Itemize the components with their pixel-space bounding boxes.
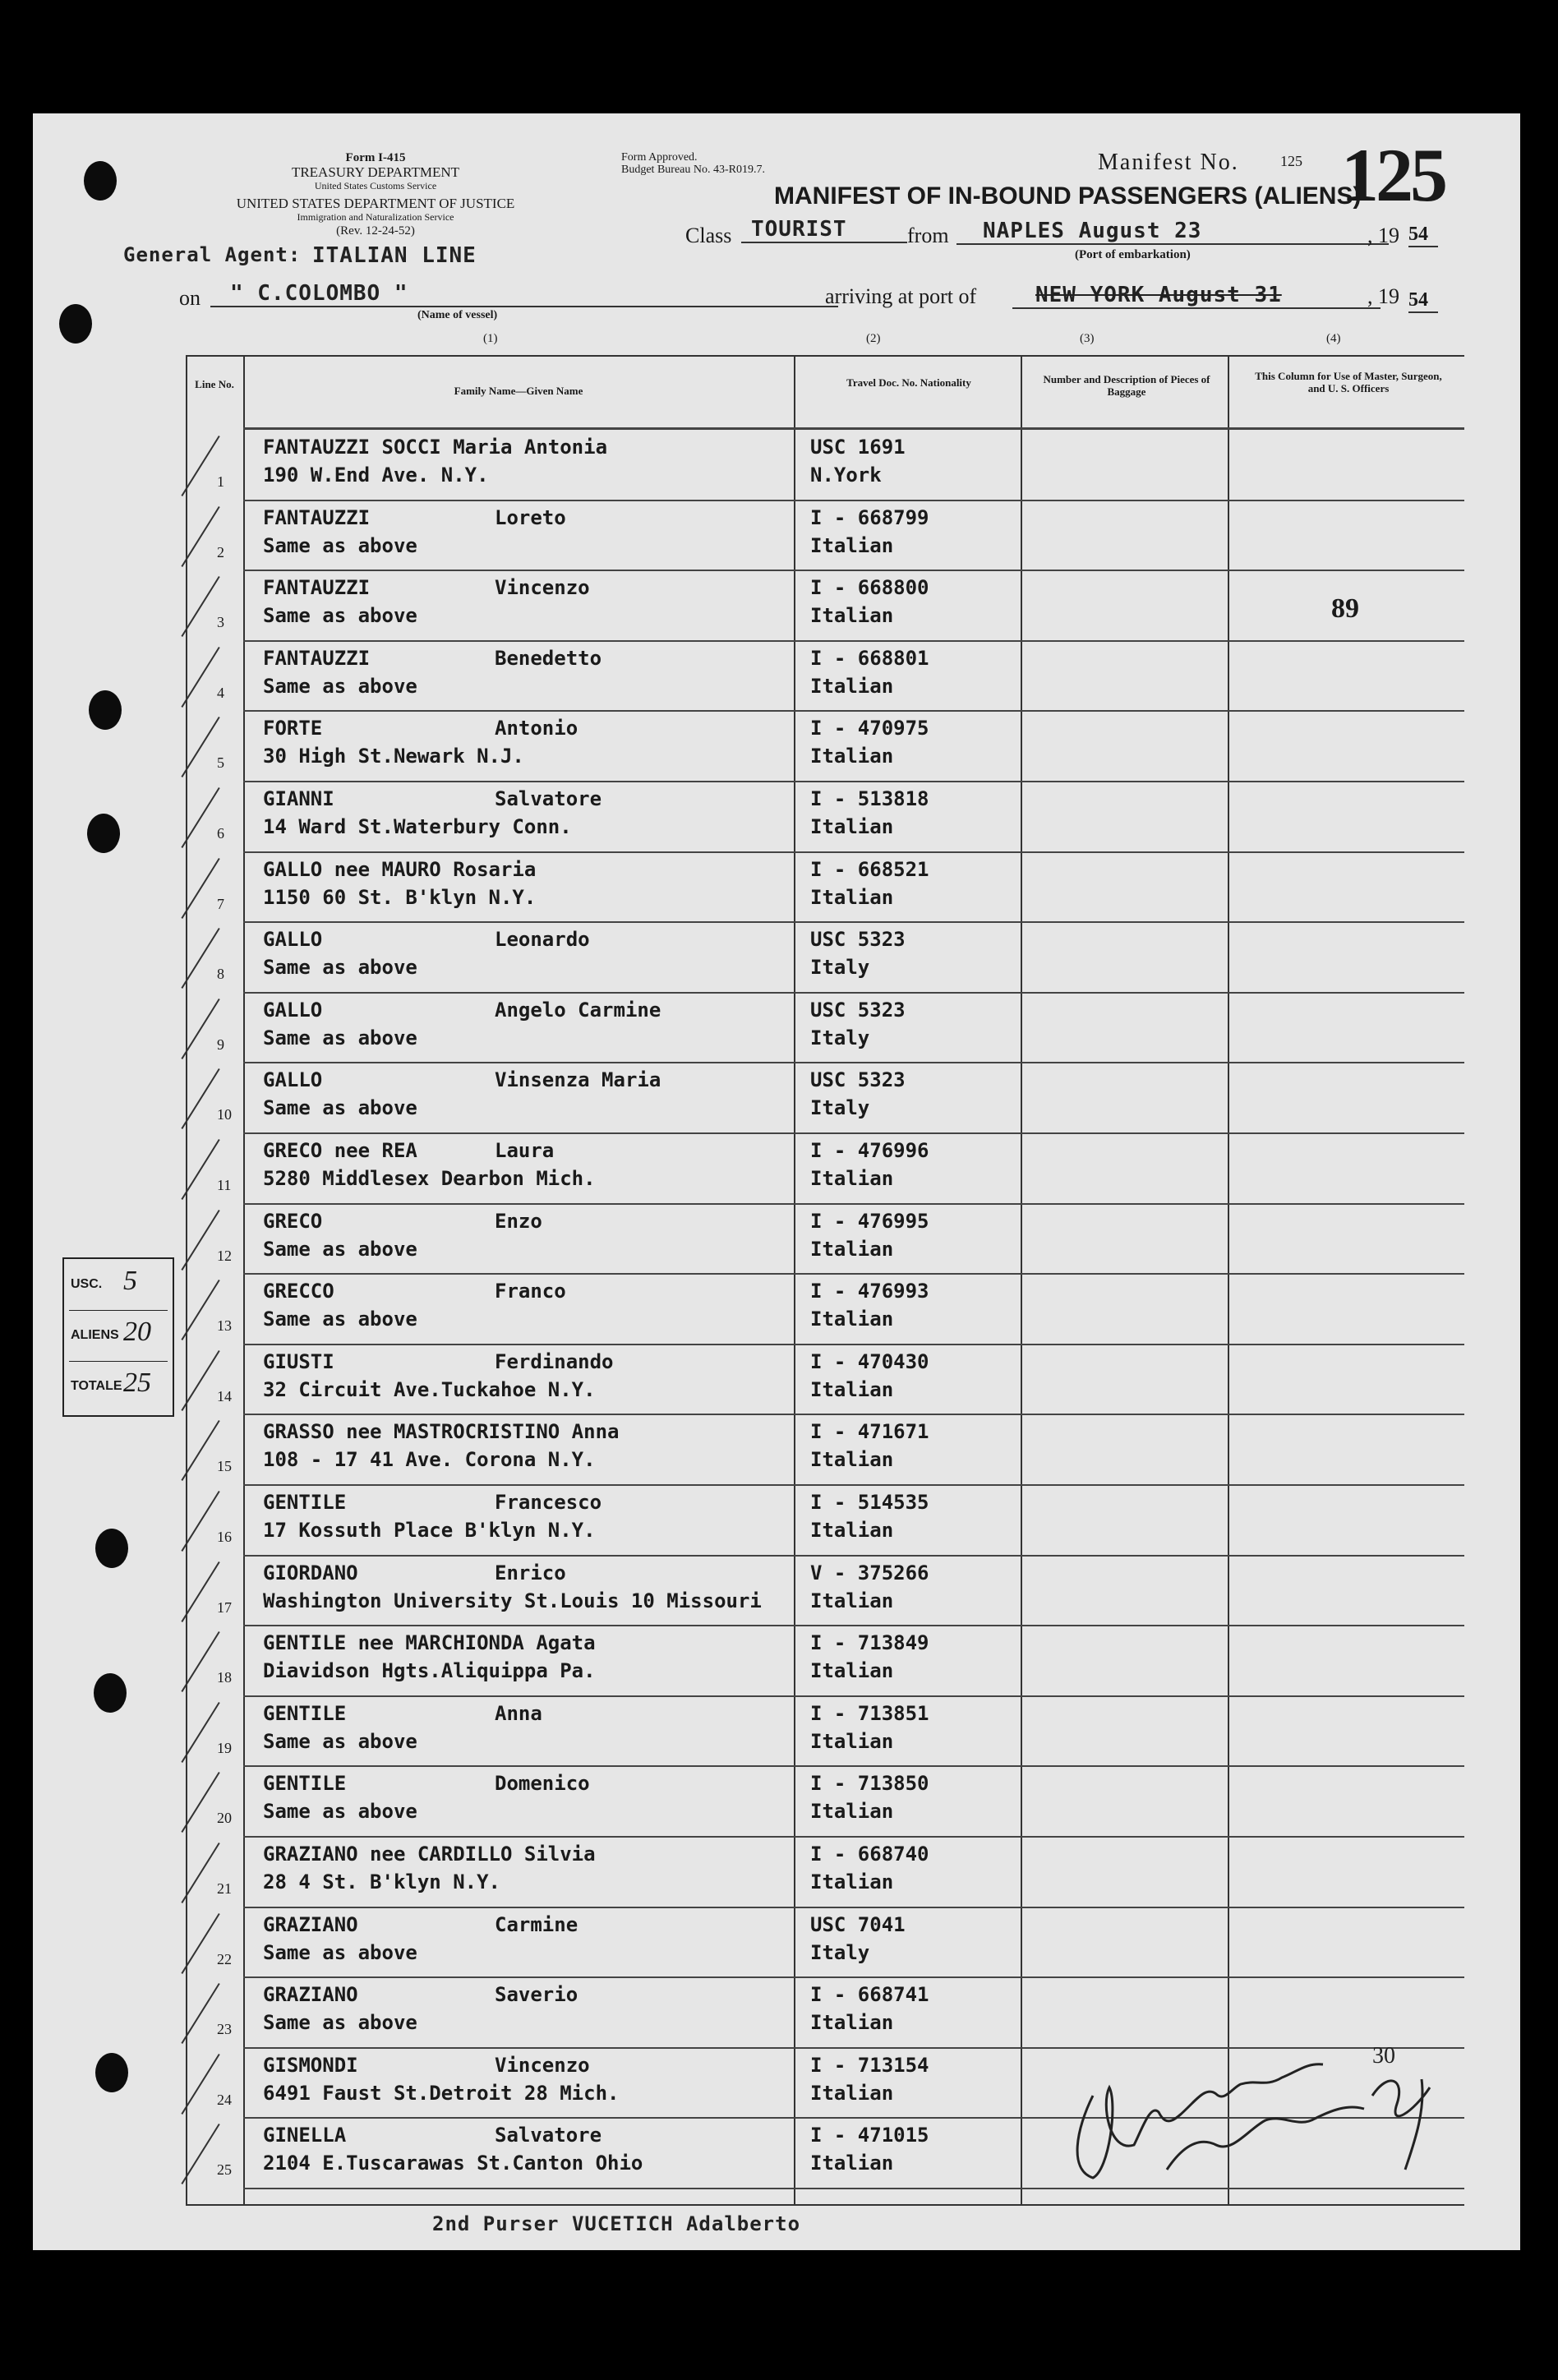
table-row bbox=[186, 851, 1464, 922]
travel-doc-number: I - 713850 bbox=[810, 1772, 929, 1796]
family-name: GRASSO nee MASTROCRISTINO Anna bbox=[263, 1420, 620, 1444]
nationality: Italian bbox=[810, 604, 894, 628]
travel-doc-number: I - 514535 bbox=[810, 1491, 929, 1514]
passenger-tally bbox=[62, 1257, 174, 1417]
form-approved bbox=[621, 151, 765, 176]
nationality: Italian bbox=[810, 1870, 894, 1893]
travel-doc-number: I - 668741 bbox=[810, 1983, 929, 2007]
line-number: 11 bbox=[217, 1177, 232, 1193]
address: 28 4 St. B'klyn N.Y. bbox=[263, 1870, 500, 1893]
punch-hole bbox=[87, 814, 120, 853]
officer-note: 89 bbox=[1331, 593, 1359, 624]
address: Diavidson Hgts.Aliquippa Pa. bbox=[263, 1659, 596, 1683]
table-row bbox=[186, 429, 1464, 500]
line-number: 1 bbox=[217, 473, 224, 490]
given-name: Franco bbox=[495, 1280, 566, 1303]
from-value: NAPLES August 23 bbox=[956, 219, 1389, 245]
tally-aliens-value: 20 bbox=[123, 1317, 151, 1347]
address: 6491 Faust St.Detroit 28 Mich. bbox=[263, 2081, 620, 2105]
nationality: N.York bbox=[810, 464, 882, 487]
given-name: Salvatore bbox=[495, 787, 602, 810]
check-mark bbox=[181, 436, 219, 496]
manifest-no-small: 125 bbox=[1280, 153, 1302, 169]
address: Same as above bbox=[263, 533, 417, 557]
treasury-dept: TREASURY DEPARTMENT bbox=[291, 164, 460, 180]
check-mark bbox=[181, 928, 219, 989]
on-label: on bbox=[179, 286, 201, 310]
family-name: GALLO bbox=[263, 998, 323, 1022]
given-name: Laura bbox=[495, 1139, 555, 1162]
family-name: GRAZIANO nee CARDILLO Silvia bbox=[263, 1843, 596, 1866]
table-row bbox=[186, 1203, 1464, 1274]
nationality: Italian bbox=[810, 2152, 894, 2175]
nationality: Italy bbox=[810, 1026, 870, 1049]
nationality: Italian bbox=[810, 815, 894, 838]
address: 14 Ward St.Waterbury Conn. bbox=[263, 815, 572, 838]
table-row bbox=[186, 1273, 1464, 1344]
travel-doc-number: I - 713154 bbox=[810, 2053, 929, 2077]
punch-hole bbox=[84, 161, 117, 201]
check-mark bbox=[181, 647, 219, 708]
manifest-title: MANIFEST OF IN-BOUND PASSENGERS (ALIENS) bbox=[774, 182, 1362, 210]
nationality: Italian bbox=[810, 1729, 894, 1753]
family-name: GRAZIANO bbox=[263, 1912, 358, 1936]
travel-doc-number: I - 470975 bbox=[810, 717, 929, 740]
travel-doc-number: USC 5323 bbox=[810, 1068, 906, 1092]
check-mark bbox=[181, 1702, 219, 1763]
family-name: GIANNI bbox=[263, 787, 334, 810]
ins-label: Immigration and Naturalization Service bbox=[297, 211, 454, 223]
table-row bbox=[186, 1062, 1464, 1132]
given-name: Angelo Carmine bbox=[495, 998, 661, 1022]
family-name: GRECO bbox=[263, 1209, 323, 1233]
given-name: Enrico bbox=[495, 1561, 566, 1584]
check-mark bbox=[181, 576, 219, 637]
tally-aliens-label: ALIENS bbox=[71, 1328, 119, 1342]
col-header-baggage: Number and Description of Pieces of Baggage bbox=[1043, 373, 1210, 398]
punch-hole bbox=[59, 304, 92, 344]
budget-bureau: Budget Bureau No. 43-R019.7. bbox=[621, 164, 765, 176]
nationality: Italy bbox=[810, 956, 870, 980]
check-mark bbox=[181, 1843, 219, 1903]
arriving-label: arriving at port of bbox=[825, 284, 977, 308]
tally-total-label: TOTALE bbox=[71, 1379, 122, 1393]
nationality: Italy bbox=[810, 1096, 870, 1120]
check-mark bbox=[181, 1983, 219, 2044]
nationality: Italian bbox=[810, 1237, 894, 1261]
port-label: (Port of embarkation) bbox=[1075, 248, 1191, 261]
travel-doc-number: I - 470430 bbox=[810, 1349, 929, 1373]
address: Same as above bbox=[263, 2011, 417, 2035]
family-name: GRAZIANO bbox=[263, 1983, 358, 2007]
nationality: Italian bbox=[810, 1167, 894, 1190]
table-row bbox=[186, 1836, 1464, 1907]
general-agent: ITALIAN LINE bbox=[312, 243, 477, 268]
table-row bbox=[186, 921, 1464, 992]
given-name: Francesco bbox=[495, 1491, 602, 1514]
table-row bbox=[186, 1765, 1464, 1836]
family-name: FANTAUZZI bbox=[263, 576, 371, 600]
check-mark bbox=[181, 717, 219, 777]
line-number: 15 bbox=[217, 1458, 232, 1475]
given-name: Ferdinando bbox=[495, 1349, 614, 1373]
given-name: Leonardo bbox=[495, 928, 590, 952]
given-name: Anna bbox=[495, 1701, 542, 1725]
family-name: GISMONDI bbox=[263, 2053, 358, 2077]
year-label: , 19 bbox=[1367, 224, 1399, 247]
nationality: Italian bbox=[810, 1800, 894, 1824]
given-name: Benedetto bbox=[495, 646, 602, 670]
address: 190 W.End Ave. N.Y. bbox=[263, 464, 489, 487]
form-number: Form I-415 bbox=[345, 151, 406, 164]
col-num-2: (2) bbox=[866, 332, 881, 345]
col-num-1: (1) bbox=[483, 332, 498, 345]
check-mark bbox=[181, 1210, 219, 1271]
given-name: Vincenzo bbox=[495, 2053, 590, 2077]
address: Same as above bbox=[263, 956, 417, 980]
family-name: FANTAUZZI SOCCI Maria Antonia bbox=[263, 436, 608, 459]
form-approved-text: Form Approved. bbox=[621, 151, 698, 164]
col-header-line-no: Line No. bbox=[195, 378, 234, 390]
line-number: 20 bbox=[217, 1810, 232, 1827]
year-value: 54 bbox=[1408, 224, 1438, 247]
family-name: GENTILE nee MARCHIONDA Agata bbox=[263, 1631, 596, 1655]
nationality: Italian bbox=[810, 1448, 894, 1472]
table-row bbox=[186, 781, 1464, 851]
address: 32 Circuit Ave.Tuckahoe N.Y. bbox=[263, 1377, 596, 1401]
address: Same as above bbox=[263, 1026, 417, 1049]
travel-doc-number: I - 513818 bbox=[810, 787, 929, 810]
line-number: 24 bbox=[217, 2091, 232, 2108]
table-row bbox=[186, 992, 1464, 1063]
manifest-no-label: Manifest No. bbox=[1098, 150, 1239, 175]
tally-usc-label: USC. bbox=[71, 1277, 103, 1291]
vessel-name: " C.COLOMBO " bbox=[210, 281, 838, 307]
travel-doc-number: I - 668521 bbox=[810, 857, 929, 881]
travel-doc-number: V - 375266 bbox=[810, 1561, 929, 1584]
check-mark bbox=[181, 2054, 219, 2115]
family-name: GIUSTI bbox=[263, 1349, 334, 1373]
table-row bbox=[186, 710, 1464, 781]
family-name: GENTILE bbox=[263, 1701, 347, 1725]
punch-hole bbox=[95, 2053, 128, 2092]
class-label: Class bbox=[685, 224, 732, 247]
given-name: Domenico bbox=[495, 1772, 590, 1796]
family-name: FANTAUZZI bbox=[263, 646, 371, 670]
table-row bbox=[186, 1484, 1464, 1555]
general-agent-label: General Agent: bbox=[123, 243, 302, 266]
travel-doc-number: USC 1691 bbox=[810, 436, 906, 459]
given-name: Salvatore bbox=[495, 2124, 602, 2147]
travel-doc-number: I - 668799 bbox=[810, 505, 929, 529]
line-number: 19 bbox=[217, 1739, 232, 1756]
manifest-no-stamp: 125 bbox=[1341, 133, 1445, 217]
line-number: 25 bbox=[217, 2161, 232, 2179]
table-row bbox=[186, 1695, 1464, 1766]
col-header-officers: This Column for Use of Master, Surgeon, and U. S. Officers bbox=[1255, 370, 1442, 394]
manifest-table bbox=[186, 355, 1464, 2206]
travel-doc-number: USC 7041 bbox=[810, 1912, 906, 1936]
travel-doc-number: I - 471671 bbox=[810, 1420, 929, 1444]
line-number: 10 bbox=[217, 1106, 232, 1123]
line-number: 18 bbox=[217, 1669, 232, 1686]
travel-doc-number: USC 5323 bbox=[810, 928, 906, 952]
nationality: Italy bbox=[810, 1940, 870, 1964]
given-name: Vincenzo bbox=[495, 576, 590, 600]
col-num-3: (3) bbox=[1080, 332, 1095, 345]
line-number: 6 bbox=[217, 825, 224, 842]
address: 1150 60 St. B'klyn N.Y. bbox=[263, 885, 537, 909]
line-number: 22 bbox=[217, 1950, 232, 1967]
col-header-travel-doc: Travel Doc. No. Nationality bbox=[846, 376, 971, 389]
line-number: 8 bbox=[217, 966, 224, 983]
table-row bbox=[186, 1555, 1464, 1626]
check-mark bbox=[181, 1068, 219, 1129]
justice-dept: UNITED STATES DEPARTMENT OF JUSTICE bbox=[236, 196, 515, 211]
address: Same as above bbox=[263, 1308, 417, 1331]
year2-label: , 19 bbox=[1367, 284, 1399, 308]
purser-signature: 2nd Purser VUCETICH Adalberto bbox=[432, 2212, 801, 2235]
table-row bbox=[186, 570, 1464, 640]
given-name: Loreto bbox=[495, 505, 566, 529]
given-name: Antonio bbox=[495, 717, 578, 740]
tally-usc bbox=[69, 1261, 168, 1311]
address: 17 Kossuth Place B'klyn N.Y. bbox=[263, 1519, 596, 1542]
nationality: Italian bbox=[810, 533, 894, 557]
line-number: 9 bbox=[217, 1035, 224, 1053]
table-row bbox=[186, 1625, 1464, 1695]
address: Washington University St.Louis 10 Missouri bbox=[263, 1589, 762, 1612]
family-name: GRECCO bbox=[263, 1280, 334, 1303]
family-name: GIORDANO bbox=[263, 1561, 358, 1584]
nationality: Italian bbox=[810, 1377, 894, 1401]
travel-doc-number: I - 668801 bbox=[810, 646, 929, 670]
check-mark bbox=[181, 506, 219, 567]
check-mark bbox=[181, 1139, 219, 1200]
travel-doc-number: I - 471015 bbox=[810, 2124, 929, 2147]
travel-doc-number: I - 713851 bbox=[810, 1701, 929, 1725]
col-num-4: (4) bbox=[1326, 332, 1341, 345]
check-mark bbox=[181, 1772, 219, 1833]
line-number: 5 bbox=[217, 754, 224, 772]
address: Same as above bbox=[263, 1237, 417, 1261]
check-mark bbox=[181, 858, 219, 919]
table-row bbox=[186, 1907, 1464, 1977]
nationality: Italian bbox=[810, 1659, 894, 1683]
line-number: 21 bbox=[217, 1880, 232, 1897]
family-name: FANTAUZZI bbox=[263, 505, 371, 529]
nationality: Italian bbox=[810, 745, 894, 768]
nationality: Italian bbox=[810, 1519, 894, 1542]
family-name: GRECO nee REA bbox=[263, 1139, 417, 1162]
table-row bbox=[186, 1132, 1464, 1203]
form-header bbox=[182, 151, 569, 238]
line-number: 17 bbox=[217, 1598, 232, 1616]
family-name: GALLO bbox=[263, 1068, 323, 1092]
line-number: 23 bbox=[217, 2021, 232, 2038]
address: Same as above bbox=[263, 1800, 417, 1824]
line-number: 3 bbox=[217, 614, 224, 631]
nationality: Italian bbox=[810, 1308, 894, 1331]
address: Same as above bbox=[263, 1096, 417, 1120]
table-row bbox=[186, 500, 1464, 570]
customs-service: United States Customs Service bbox=[314, 180, 437, 191]
address: 108 - 17 41 Ave. Corona N.Y. bbox=[263, 1448, 596, 1472]
table-row bbox=[186, 640, 1464, 711]
handwritten-30: 30 bbox=[1372, 2043, 1395, 2069]
travel-doc-number: USC 5323 bbox=[810, 998, 906, 1022]
travel-doc-number: I - 476996 bbox=[810, 1139, 929, 1162]
tally-total bbox=[69, 1363, 168, 1412]
line-number: 13 bbox=[217, 1317, 232, 1335]
travel-doc-number: I - 713849 bbox=[810, 1631, 929, 1655]
punch-hole bbox=[89, 690, 122, 730]
address: Same as above bbox=[263, 1729, 417, 1753]
check-mark bbox=[181, 1280, 219, 1340]
check-mark bbox=[181, 999, 219, 1059]
travel-doc-number: I - 476993 bbox=[810, 1280, 929, 1303]
given-name: Vinsenza Maria bbox=[495, 1068, 661, 1092]
address: 2104 E.Tuscarawas St.Canton Ohio bbox=[263, 2152, 643, 2175]
family-name: GENTILE bbox=[263, 1491, 347, 1514]
vessel-label: (Name of vessel) bbox=[417, 309, 498, 321]
address: Same as above bbox=[263, 674, 417, 698]
family-name: FORTE bbox=[263, 717, 323, 740]
travel-doc-number: I - 668740 bbox=[810, 1843, 929, 1866]
nationality: Italian bbox=[810, 2011, 894, 2035]
tally-aliens bbox=[69, 1312, 168, 1362]
check-mark bbox=[181, 1631, 219, 1692]
line-number: 14 bbox=[217, 1387, 232, 1404]
arriving-value: NEW YORK August 31 bbox=[1012, 283, 1381, 309]
punch-hole bbox=[95, 1529, 128, 1568]
tally-usc-value: 5 bbox=[123, 1266, 137, 1296]
check-mark bbox=[181, 1420, 219, 1481]
handwritten-signature bbox=[1060, 2005, 1446, 2194]
check-mark bbox=[181, 1491, 219, 1552]
table-row bbox=[186, 1344, 1464, 1414]
nationality: Italian bbox=[810, 1589, 894, 1612]
tally-total-value: 25 bbox=[123, 1368, 151, 1398]
address: 30 High St.Newark N.J. bbox=[263, 745, 524, 768]
from-label: from bbox=[907, 224, 949, 247]
travel-doc-number: I - 476995 bbox=[810, 1209, 929, 1233]
check-mark bbox=[181, 1350, 219, 1411]
family-name: GALLO nee MAURO Rosaria bbox=[263, 857, 537, 881]
family-name: GENTILE bbox=[263, 1772, 347, 1796]
address: 5280 Middlesex Dearbon Mich. bbox=[263, 1167, 596, 1190]
address: Same as above bbox=[263, 604, 417, 628]
address: Same as above bbox=[263, 1940, 417, 1964]
family-name: GALLO bbox=[263, 928, 323, 952]
line-number: 2 bbox=[217, 543, 224, 560]
line-number: 16 bbox=[217, 1529, 232, 1545]
family-name: GINELLA bbox=[263, 2124, 347, 2147]
nationality: Italian bbox=[810, 674, 894, 698]
punch-hole bbox=[94, 1673, 127, 1713]
check-mark bbox=[181, 787, 219, 848]
check-mark bbox=[181, 1913, 219, 1974]
travel-doc-number: I - 668800 bbox=[810, 576, 929, 600]
given-name: Saverio bbox=[495, 1983, 578, 2007]
year2-value: 54 bbox=[1408, 289, 1438, 313]
nationality: Italian bbox=[810, 885, 894, 909]
nationality: Italian bbox=[810, 2081, 894, 2105]
check-mark bbox=[181, 2124, 219, 2184]
revision: (Rev. 12-24-52) bbox=[336, 224, 415, 238]
given-name: Carmine bbox=[495, 1912, 578, 1936]
line-number: 4 bbox=[217, 684, 224, 701]
given-name: Enzo bbox=[495, 1209, 542, 1233]
line-number: 7 bbox=[217, 895, 224, 912]
line-number: 12 bbox=[217, 1247, 232, 1264]
check-mark bbox=[181, 1561, 219, 1622]
class-value: TOURIST bbox=[741, 217, 907, 243]
col-header-name: Family Name—Given Name bbox=[454, 385, 583, 397]
table-row bbox=[186, 1414, 1464, 1484]
